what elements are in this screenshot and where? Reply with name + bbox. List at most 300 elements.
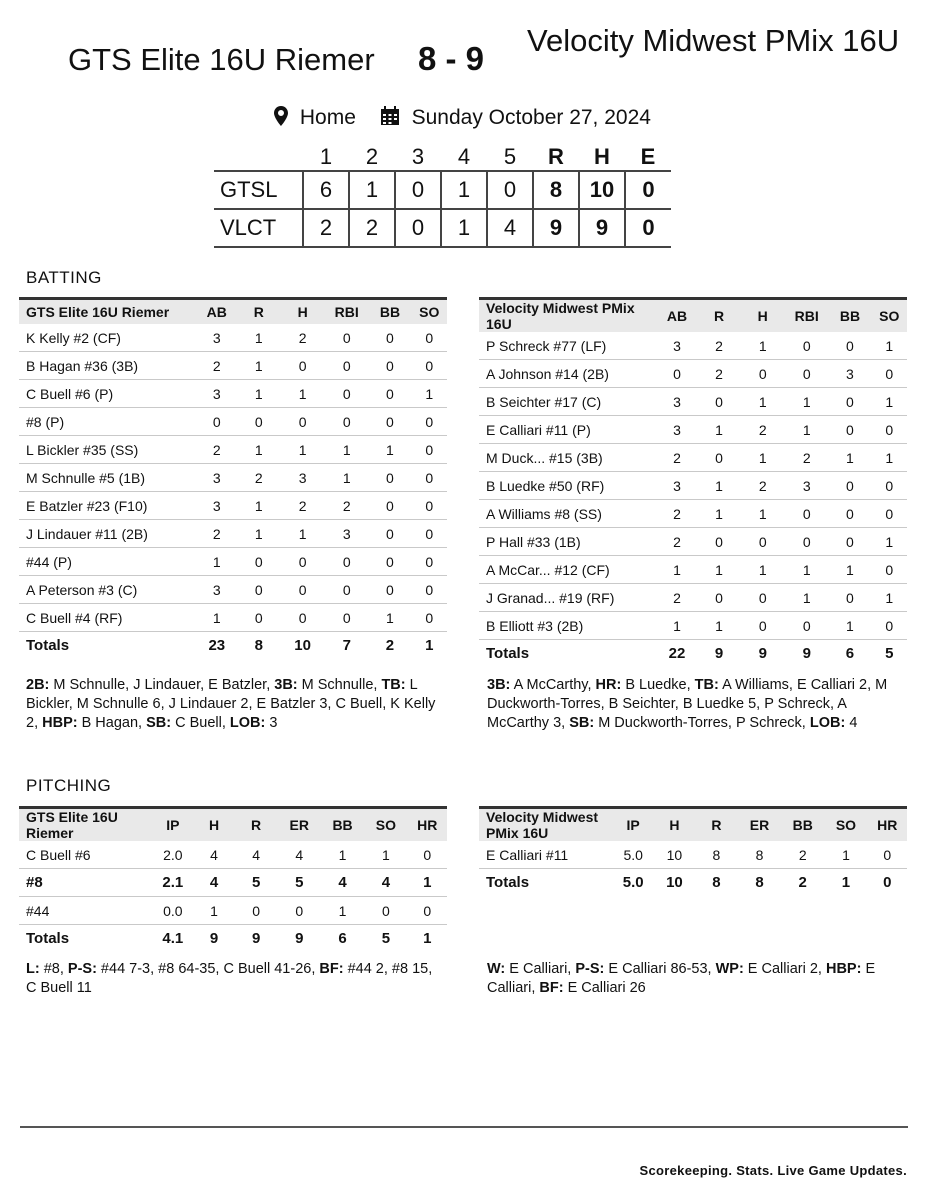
stat-column-header: SO xyxy=(364,808,407,842)
stat-cell: 0 xyxy=(872,360,907,388)
stat-cell: 0 xyxy=(785,612,828,640)
stat-cell: 0 xyxy=(828,500,871,528)
stat-cell: 1 xyxy=(237,492,280,520)
stat-cell: 2.0 xyxy=(152,841,193,869)
stat-cell: 1 xyxy=(325,464,368,492)
stat-cell: 5 xyxy=(235,869,278,897)
stat-cell: 5 xyxy=(278,869,321,897)
stat-column-header: IP xyxy=(152,808,193,842)
away-team-name: Velocity Midwest PMix 16U xyxy=(527,23,900,58)
stat-cell: 3 xyxy=(828,360,871,388)
stat-cell: 0 xyxy=(698,528,741,556)
stat-cell: 0 xyxy=(325,548,368,576)
stat-cell: 0 xyxy=(412,604,447,632)
batting-section-title: BATTING xyxy=(26,268,102,287)
stat-cell: 1 xyxy=(828,612,871,640)
total-errors: 0 xyxy=(625,171,671,209)
away-pitching-notes xyxy=(487,960,899,998)
total-errors: 0 xyxy=(625,209,671,247)
table-row xyxy=(19,520,447,548)
stat-column-header: R xyxy=(695,808,738,842)
player-name: A Peterson #3 (C) xyxy=(19,576,196,604)
note-label: P-S: xyxy=(67,961,97,977)
player-name: C Buell #4 (RF) xyxy=(19,604,196,632)
stat-cell: 0 xyxy=(237,576,280,604)
stat-cell: 0 xyxy=(368,324,411,352)
stat-cell: 1 xyxy=(423,930,432,947)
stat-cell: 1 xyxy=(740,556,785,584)
stat-cell: 0 xyxy=(412,436,447,464)
player-name: B Hagan #36 (3B) xyxy=(19,352,196,380)
note-label: HR: xyxy=(595,677,622,693)
stat-cell: 1 xyxy=(368,436,411,464)
stat-cell: 0 xyxy=(412,352,447,380)
stat-cell: 9 xyxy=(295,930,304,947)
stat-column-header: SO xyxy=(824,808,867,842)
stat-cell: 3 xyxy=(196,492,237,520)
note-value: 3 xyxy=(265,715,278,731)
note-label: L: xyxy=(26,961,40,977)
stat-cell: 9 xyxy=(209,930,219,947)
note-value: E Calliari 86-53, xyxy=(604,961,716,977)
stat-cell: 0 xyxy=(698,584,741,612)
stat-cell: 0 xyxy=(872,416,907,444)
inning-header: 4 xyxy=(457,144,471,169)
location-pin-icon xyxy=(274,106,288,126)
stat-cell: 10 xyxy=(654,841,695,869)
stat-column-header: H xyxy=(740,299,785,333)
stat-cell: 1 xyxy=(280,380,325,408)
table-row xyxy=(19,869,447,897)
inning-runs: 2 xyxy=(303,209,349,247)
stat-cell: 0 xyxy=(872,500,907,528)
stat-cell: 0 xyxy=(325,604,368,632)
stat-cell: 0 xyxy=(883,874,892,891)
stat-column-header: R xyxy=(237,299,280,325)
player-name: J Granad... #19 (RF) xyxy=(479,584,656,612)
stat-cell: 0 xyxy=(280,604,325,632)
player-name: E Calliari #11 (P) xyxy=(479,416,656,444)
stat-cell: 1 xyxy=(237,352,280,380)
location-label: Home xyxy=(299,106,356,129)
player-name: Totals xyxy=(26,930,70,947)
home-pitching-notes xyxy=(26,960,444,998)
stat-column-header: HR xyxy=(408,808,447,842)
stat-cell: 2 xyxy=(740,472,785,500)
home-batting-notes xyxy=(26,676,444,733)
stat-cell: 2 xyxy=(656,584,697,612)
note-value: C Buell, xyxy=(171,715,230,731)
stat-cell: 0 xyxy=(325,324,368,352)
stat-cell: 0 xyxy=(828,388,871,416)
stat-cell: 3 xyxy=(325,520,368,548)
stat-cell: 3 xyxy=(656,416,697,444)
stat-column-header: R xyxy=(235,808,278,842)
stat-cell: 0 xyxy=(412,324,447,352)
player-name: M Schnulle #5 (1B) xyxy=(19,464,196,492)
stat-cell: 2 xyxy=(698,332,741,360)
note-value: #44 7-3, #8 64-35, C Buell 41-26, xyxy=(96,961,320,977)
note-label: LOB: xyxy=(229,715,266,731)
note-label: 2B: xyxy=(26,677,50,693)
stat-cell: 3 xyxy=(196,380,237,408)
stat-cell: 1 xyxy=(698,472,741,500)
table-row xyxy=(479,360,907,388)
stat-cell: 2 xyxy=(656,528,697,556)
inning-header: 2 xyxy=(365,144,379,169)
table-row xyxy=(19,324,447,352)
home-pitching-table xyxy=(19,806,447,952)
stat-cell: 1 xyxy=(872,584,907,612)
stat-cell: 3 xyxy=(196,464,237,492)
stat-cell: 1 xyxy=(872,388,907,416)
inning-runs: 0 xyxy=(487,171,533,209)
stat-cell: 2 xyxy=(740,416,785,444)
note-value: M Schnulle, J Lindauer, E Batzler, xyxy=(49,677,275,693)
stat-cell: 1 xyxy=(194,897,235,925)
stat-cell: 2 xyxy=(798,874,807,891)
team-abbr: VLCT xyxy=(214,209,303,247)
stat-column-header: RBI xyxy=(785,299,828,333)
note-label: BF: xyxy=(539,980,564,996)
errors-header: E xyxy=(640,144,656,169)
stat-cell: 0 xyxy=(412,520,447,548)
stat-cell: 1 xyxy=(785,556,828,584)
team-column-header: Velocity Midwest PMix 16U xyxy=(479,299,656,333)
player-name: K Kelly #2 (CF) xyxy=(19,324,196,352)
stat-cell: 0.0 xyxy=(152,897,193,925)
stat-cell: 0 xyxy=(412,464,447,492)
stat-cell: 1 xyxy=(237,324,280,352)
note-label: W: xyxy=(487,961,506,977)
stat-cell: 2 xyxy=(781,841,824,869)
footer-tagline: Scorekeeping. Stats. Live Game Updates. xyxy=(639,1163,907,1178)
player-name: B Luedke #50 (RF) xyxy=(479,472,656,500)
totals-row xyxy=(479,640,907,668)
stat-cell: 2 xyxy=(656,444,697,472)
totals-row xyxy=(19,632,447,660)
table-row xyxy=(479,388,907,416)
stat-cell: 2 xyxy=(785,444,828,472)
stat-cell: 1 xyxy=(321,897,364,925)
stat-cell: 1 xyxy=(280,436,325,464)
stat-cell: 10 xyxy=(294,637,311,654)
stat-cell: 0 xyxy=(368,520,411,548)
stat-cell: 2 xyxy=(196,352,237,380)
stat-cell: 2 xyxy=(325,492,368,520)
inning-runs: 1 xyxy=(441,209,487,247)
stat-cell: 3 xyxy=(656,472,697,500)
player-name: E Calliari #11 xyxy=(479,841,613,869)
stat-cell: 1 xyxy=(740,388,785,416)
stat-cell: 0 xyxy=(368,352,411,380)
stat-cell: 0 xyxy=(368,408,411,436)
total-runs: 8 xyxy=(533,171,579,209)
stat-cell: 3 xyxy=(656,388,697,416)
stat-cell: 1 xyxy=(872,528,907,556)
note-label: HBP: xyxy=(42,715,78,731)
stat-cell: 0 xyxy=(280,548,325,576)
stat-cell: 1 xyxy=(237,520,280,548)
table-row xyxy=(19,897,447,925)
stat-cell: 0 xyxy=(740,584,785,612)
stat-cell: 1 xyxy=(785,416,828,444)
stat-cell: 1 xyxy=(321,841,364,869)
stat-cell: 23 xyxy=(208,637,226,654)
player-name: P Hall #33 (1B) xyxy=(479,528,656,556)
table-row xyxy=(19,841,447,869)
note-value: E Calliari 26 xyxy=(563,980,646,996)
home-team-name: GTS Elite 16U Riemer xyxy=(68,42,375,77)
totals-row xyxy=(479,869,907,897)
stat-column-header: BB xyxy=(368,299,411,325)
stat-cell: 1 xyxy=(325,436,368,464)
table-row xyxy=(479,416,907,444)
player-name: A McCar... #12 (CF) xyxy=(479,556,656,584)
stat-cell: 0 xyxy=(280,352,325,380)
player-name: Totals xyxy=(486,645,530,662)
player-name: A Johnson #14 (2B) xyxy=(479,360,656,388)
home-batting-table xyxy=(19,297,447,659)
stat-cell: 1 xyxy=(364,841,407,869)
stat-cell: 1 xyxy=(828,556,871,584)
away-pitching-table xyxy=(479,806,907,896)
stat-cell: 1 xyxy=(368,604,411,632)
stat-cell: 2 xyxy=(698,360,741,388)
table-row xyxy=(479,584,907,612)
note-label: LOB: xyxy=(809,715,846,731)
stat-cell: 9 xyxy=(758,645,767,662)
inning-header: 1 xyxy=(319,144,333,169)
stat-cell: 8 xyxy=(738,841,781,869)
stat-cell: 0 xyxy=(408,897,447,925)
stat-column-header: R xyxy=(698,299,741,333)
table-row xyxy=(479,500,907,528)
stat-cell: 2 xyxy=(237,464,280,492)
player-name: B Elliott #3 (2B) xyxy=(479,612,656,640)
stat-cell: 1 xyxy=(740,444,785,472)
stat-cell: 1 xyxy=(425,637,434,654)
stat-cell: 0 xyxy=(278,897,321,925)
note-label: HBP: xyxy=(825,961,862,977)
stat-cell: 0 xyxy=(785,528,828,556)
note-label: 3B: xyxy=(487,677,511,693)
away-batting-table xyxy=(479,297,907,667)
stat-cell: 0 xyxy=(280,576,325,604)
stat-column-header: H xyxy=(654,808,695,842)
note-value: B Luedke, xyxy=(621,677,695,693)
stat-cell: 0 xyxy=(412,576,447,604)
stat-cell: 1 xyxy=(698,612,741,640)
player-name: A Williams #8 (SS) xyxy=(479,500,656,528)
stat-cell: 4 xyxy=(364,869,407,897)
stat-cell: 5 xyxy=(381,930,391,947)
note-label: BF: xyxy=(319,961,344,977)
stat-cell: 0 xyxy=(368,464,411,492)
stat-cell: 0 xyxy=(364,897,407,925)
stat-cell: 5 xyxy=(885,645,894,662)
stat-cell: 8 xyxy=(254,637,263,654)
player-name: #8 (P) xyxy=(19,408,196,436)
stat-column-header: ER xyxy=(738,808,781,842)
player-name: M Duck... #15 (3B) xyxy=(479,444,656,472)
table-row xyxy=(19,408,447,436)
note-label: P-S: xyxy=(575,961,605,977)
stat-cell: 1 xyxy=(841,874,851,891)
table-row xyxy=(19,436,447,464)
stat-cell: 0 xyxy=(368,548,411,576)
game-meta xyxy=(0,106,931,130)
table-row xyxy=(479,444,907,472)
player-name: #44 xyxy=(19,897,152,925)
stat-cell: 8 xyxy=(755,874,764,891)
stat-cell: 0 xyxy=(698,444,741,472)
stat-cell: 7 xyxy=(342,637,351,654)
stat-cell: 0 xyxy=(412,408,447,436)
note-value: M Schnulle, xyxy=(297,677,382,693)
player-name: Totals xyxy=(486,874,530,891)
stat-cell: 2 xyxy=(280,492,325,520)
stat-cell: 0 xyxy=(237,408,280,436)
player-name: C Buell #6 (P) xyxy=(19,380,196,408)
stat-cell: 3 xyxy=(196,576,237,604)
table-row xyxy=(19,380,447,408)
note-label: SB: xyxy=(146,715,172,731)
player-name: P Schreck #77 (LF) xyxy=(479,332,656,360)
stat-cell: 0 xyxy=(237,548,280,576)
stat-cell: 1 xyxy=(280,520,325,548)
stat-cell: 1 xyxy=(828,444,871,472)
stat-cell: 9 xyxy=(802,645,811,662)
stat-cell: 0 xyxy=(785,500,828,528)
stat-cell: 0 xyxy=(828,332,871,360)
stat-cell: 0 xyxy=(740,612,785,640)
stat-column-header: BB xyxy=(321,808,364,842)
player-name: J Lindauer #11 (2B) xyxy=(19,520,196,548)
player-name: Totals xyxy=(26,637,70,654)
total-runs: 9 xyxy=(533,209,579,247)
stat-column-header: HR xyxy=(868,808,907,842)
player-name: #44 (P) xyxy=(19,548,196,576)
stat-cell: 4 xyxy=(278,841,321,869)
note-value: E Calliari 2, xyxy=(743,961,826,977)
stat-cell: 1 xyxy=(196,548,237,576)
stat-cell: 1 xyxy=(785,388,828,416)
stat-column-header: AB xyxy=(656,299,697,333)
stat-cell: 0 xyxy=(698,388,741,416)
hits-header: H xyxy=(594,144,610,169)
note-value: E Calliari, xyxy=(487,961,876,996)
stat-column-header: H xyxy=(280,299,325,325)
note-value: 4 xyxy=(845,715,858,731)
stat-cell: 0 xyxy=(368,492,411,520)
table-row xyxy=(19,352,447,380)
stat-cell: 0 xyxy=(828,416,871,444)
note-value: #44 2, #8 15, C Buell 11 xyxy=(26,961,433,996)
total-hits: 10 xyxy=(579,171,625,209)
stat-column-header: H xyxy=(194,808,235,842)
stat-column-header: BB xyxy=(828,299,871,333)
stat-cell: 8 xyxy=(695,841,738,869)
note-value: E Calliari, xyxy=(505,961,576,977)
stat-cell: 1 xyxy=(656,612,697,640)
table-row xyxy=(479,472,907,500)
inning-runs: 0 xyxy=(395,171,441,209)
note-label: TB: xyxy=(381,677,406,693)
stat-cell: 6 xyxy=(338,930,347,947)
stat-cell: 0 xyxy=(368,380,411,408)
away-batting-notes xyxy=(487,676,899,733)
player-name: #8 xyxy=(19,869,152,897)
stat-cell: 0 xyxy=(408,841,447,869)
stat-cell: 0 xyxy=(740,528,785,556)
game-date: Sunday October 27, 2024 xyxy=(411,106,651,129)
stat-cell: 0 xyxy=(196,408,237,436)
note-label: TB: xyxy=(694,677,719,693)
stat-cell: 1 xyxy=(872,444,907,472)
stat-cell: 1 xyxy=(656,556,697,584)
stat-cell: 0 xyxy=(785,360,828,388)
table-row xyxy=(19,548,447,576)
stat-cell: 0 xyxy=(412,492,447,520)
stat-cell: 0 xyxy=(280,408,325,436)
stat-cell: 0 xyxy=(368,576,411,604)
table-row xyxy=(479,612,907,640)
player-name: E Batzler #23 (F10) xyxy=(19,492,196,520)
team-column-header: GTS Elite 16U Riemer xyxy=(19,299,196,325)
stat-column-header: RBI xyxy=(325,299,368,325)
stat-column-header: BB xyxy=(781,808,824,842)
stat-cell: 1 xyxy=(698,556,741,584)
note-value: M Duckworth-Torres, P Schreck, xyxy=(594,715,810,731)
player-name: C Buell #6 xyxy=(19,841,152,869)
stat-cell: 4 xyxy=(321,869,364,897)
line-score-row xyxy=(214,171,671,209)
stat-cell: 1 xyxy=(408,869,447,897)
stat-cell: 1 xyxy=(824,841,867,869)
stat-cell: 3 xyxy=(656,332,697,360)
note-label: SB: xyxy=(569,715,595,731)
stat-cell: 6 xyxy=(845,645,855,662)
inning-header: 5 xyxy=(503,144,517,169)
stat-column-header: ER xyxy=(278,808,321,842)
totals-row xyxy=(19,925,447,953)
pitching-section-title: PITCHING xyxy=(26,776,112,795)
stat-cell: 1 xyxy=(237,380,280,408)
inning-runs: 1 xyxy=(349,171,395,209)
table-row xyxy=(479,556,907,584)
stat-column-header: AB xyxy=(196,299,237,325)
team-column-header: GTS Elite 16U Riemer xyxy=(19,808,152,842)
player-name: L Bickler #35 (SS) xyxy=(19,436,196,464)
stat-column-header: SO xyxy=(412,299,447,325)
note-value: L Bickler, M Schnulle 6, J Lindauer 2, E Batzler 3, C Buell, K Kelly 2, xyxy=(26,677,436,731)
stat-cell: 2 xyxy=(656,500,697,528)
stat-cell: 1 xyxy=(740,500,785,528)
inning-runs: 2 xyxy=(349,209,395,247)
footer-divider xyxy=(20,1126,908,1128)
stat-cell: 0 xyxy=(868,841,907,869)
stat-cell: 0 xyxy=(872,556,907,584)
stat-cell: 0 xyxy=(872,472,907,500)
table-row xyxy=(479,332,907,360)
runs-header: R xyxy=(548,144,564,169)
inning-runs: 4 xyxy=(487,209,533,247)
stat-cell: 0 xyxy=(325,352,368,380)
stat-cell: 0 xyxy=(740,360,785,388)
stat-cell: 1 xyxy=(237,436,280,464)
table-row xyxy=(479,528,907,556)
